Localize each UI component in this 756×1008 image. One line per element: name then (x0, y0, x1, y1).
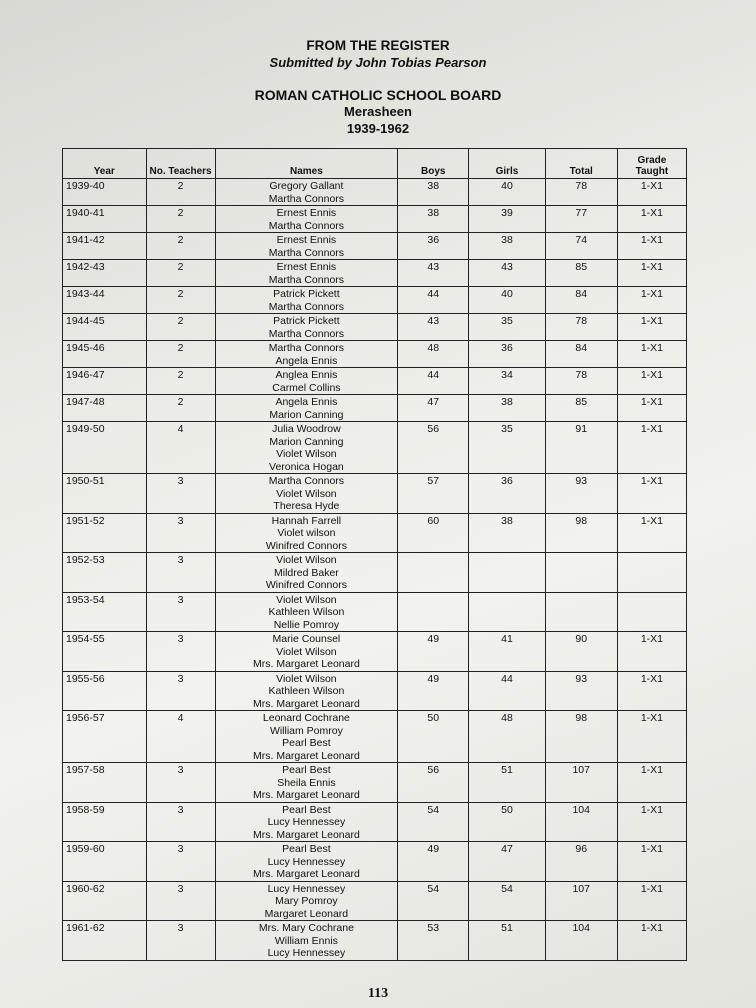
cell-boys: 44 (398, 287, 469, 314)
year-range: 1939-1962 (346, 121, 410, 136)
cell-grade: 1-X1 (617, 341, 686, 368)
cell-teachers: 3 (146, 671, 215, 711)
teacher-name: Ernest Ennis (276, 207, 337, 219)
cell-teachers: 3 (146, 632, 215, 672)
teacher-name: Mrs. Margaret Leonard (253, 789, 360, 801)
cell-year: 1949-50 (63, 422, 147, 474)
table-row (63, 474, 687, 514)
cell-total: 98 (545, 711, 617, 763)
cell-girls: 43 (469, 260, 545, 287)
cell-girls: 44 (469, 671, 545, 711)
cell-boys: 44 (398, 368, 469, 395)
teacher-name: Sheila Ennis (277, 776, 336, 789)
cell-names (215, 368, 398, 395)
cell-grade: 1-X1 (617, 179, 686, 206)
teacher-name: Patrick Pickett (273, 315, 340, 327)
table-header-row (63, 149, 687, 179)
cell-girls: 34 (469, 368, 545, 395)
teacher-name: Pearl Best (282, 737, 331, 749)
teacher-name: Mrs. Margaret Leonard (253, 658, 360, 670)
page-number: 113 (367, 986, 389, 1001)
cell-total: 104 (545, 921, 617, 961)
cell-teachers: 3 (146, 763, 215, 803)
teacher-name: Lucy Hennessey (267, 947, 346, 959)
teacher-name: Hannah Farrell (271, 514, 342, 527)
cell-teachers: 3 (146, 592, 215, 632)
table-row (63, 671, 687, 711)
cell-grade: 1-X1 (617, 513, 686, 553)
cell-year: 1953-54 (63, 592, 147, 632)
cell-total (545, 592, 617, 632)
cell-names (215, 395, 398, 422)
teacher-name: Winifred Connors (265, 539, 347, 552)
cell-grade: 1-X1 (617, 802, 686, 842)
table-row (63, 592, 687, 632)
board-title: ROMAN CATHOLIC SCHOOL BOARD (254, 87, 502, 103)
cell-year: 1960-62 (63, 881, 147, 921)
cell-names (215, 233, 398, 260)
cell-total: 78 (545, 179, 617, 206)
cell-teachers: 2 (146, 341, 215, 368)
cell-girls: 40 (469, 179, 545, 206)
cell-names (215, 763, 398, 803)
cell-total: 85 (545, 395, 617, 422)
teacher-name: Mary Pomroy (275, 895, 338, 907)
cell-year: 1945-46 (63, 341, 147, 368)
teacher-name: Marie Counsel (272, 633, 341, 645)
cell-girls: 47 (469, 842, 545, 882)
cell-total: 93 (545, 671, 617, 711)
cell-teachers: 4 (146, 422, 215, 474)
teacher-name: William Ennis (274, 934, 338, 947)
cell-grade: 1-X1 (617, 881, 686, 921)
teacher-name: Lucy Hennessey (267, 816, 346, 828)
cell-year: 1940-41 (63, 206, 147, 233)
table-row (63, 368, 687, 395)
table-row (63, 287, 687, 314)
cell-year: 1955-56 (63, 671, 147, 711)
cell-boys: 38 (398, 179, 469, 206)
cell-teachers: 3 (146, 842, 215, 882)
teacher-name: Kathleen Wilson (268, 606, 345, 618)
cell-total: 85 (545, 260, 617, 287)
teacher-name: Pearl Best (282, 803, 331, 816)
cell-boys: 36 (398, 233, 469, 260)
cell-boys (398, 592, 469, 632)
cell-teachers: 4 (146, 711, 215, 763)
cell-names (215, 206, 398, 233)
teacher-name: Leonard Cochrane (262, 712, 350, 724)
table-row (63, 513, 687, 553)
table-body (63, 179, 687, 961)
cell-teachers: 2 (146, 179, 215, 206)
teacher-name: Violet Wilson (276, 645, 337, 658)
header-total: Total (545, 149, 617, 179)
cell-names (215, 881, 398, 921)
teacher-name: Julia Woodrow (272, 423, 341, 435)
cell-grade: 1-X1 (617, 671, 686, 711)
cell-boys: 56 (398, 422, 469, 474)
cell-boys: 43 (398, 314, 469, 341)
cell-grade: 1-X1 (617, 314, 686, 341)
cell-names (215, 671, 398, 711)
teacher-name: Martha Connors (268, 342, 345, 354)
cell-girls: 35 (469, 314, 545, 341)
teacher-name: Violet Wilson (276, 672, 337, 685)
cell-teachers: 3 (146, 474, 215, 514)
cell-boys: 43 (398, 260, 469, 287)
cell-boys: 49 (398, 671, 469, 711)
cell-year: 1958-59 (63, 802, 147, 842)
cell-teachers: 2 (146, 314, 215, 341)
teacher-name: Marion Canning (269, 435, 344, 448)
teacher-name: Pearl Best (282, 843, 331, 855)
teacher-name: Angela Ennis (275, 354, 338, 367)
cell-names (215, 592, 398, 632)
cell-total: 84 (545, 287, 617, 314)
cell-teachers: 2 (146, 287, 215, 314)
cell-teachers: 2 (146, 395, 215, 422)
cell-year: 1959-60 (63, 842, 147, 882)
teacher-name: Violet Wilson (276, 487, 337, 500)
cell-boys: 56 (398, 763, 469, 803)
cell-boys: 53 (398, 921, 469, 961)
cell-boys: 49 (398, 632, 469, 672)
cell-year: 1957-58 (63, 763, 147, 803)
cell-girls: 54 (469, 881, 545, 921)
cell-teachers: 2 (146, 260, 215, 287)
teacher-name: Violet wilson (277, 527, 336, 539)
cell-girls: 41 (469, 632, 545, 672)
header-girls: Girls (469, 149, 545, 179)
cell-boys: 49 (398, 842, 469, 882)
cell-total: 91 (545, 422, 617, 474)
table-row (63, 921, 687, 961)
cell-teachers: 2 (146, 368, 215, 395)
cell-total: 93 (545, 474, 617, 514)
teacher-name: Theresa Hyde (273, 500, 340, 512)
teacher-name: Nellie Pomroy (273, 618, 340, 631)
table-row (63, 179, 687, 206)
cell-grade: 1-X1 (617, 422, 686, 474)
teacher-name: Mrs. Margaret Leonard (253, 868, 360, 880)
cell-names (215, 474, 398, 514)
cell-grade: 1-X1 (617, 395, 686, 422)
cell-total: 104 (545, 802, 617, 842)
cell-grade: 1-X1 (617, 632, 686, 672)
cell-year: 1950-51 (63, 474, 147, 514)
table-row (63, 422, 687, 474)
cell-girls: 50 (469, 802, 545, 842)
cell-girls: 36 (469, 341, 545, 368)
teacher-name: Martha Connors (268, 192, 345, 205)
table-row (63, 802, 687, 842)
table-row (63, 260, 687, 287)
table-row (63, 206, 687, 233)
cell-girls (469, 592, 545, 632)
cell-teachers: 2 (146, 233, 215, 260)
cell-year: 1951-52 (63, 513, 147, 553)
teacher-name: Lucy Hennessey (267, 855, 346, 868)
table-row (63, 233, 687, 260)
cell-total: 96 (545, 842, 617, 882)
cell-girls: 39 (469, 206, 545, 233)
cell-total: 77 (545, 206, 617, 233)
cell-total: 74 (545, 233, 617, 260)
cell-total (545, 553, 617, 593)
cell-boys: 50 (398, 711, 469, 763)
cell-grade: 1-X1 (617, 368, 686, 395)
cell-grade: 1-X1 (617, 921, 686, 961)
header-year: Year (63, 149, 147, 179)
cell-year: 1947-48 (63, 395, 147, 422)
page-title: FROM THE REGISTER (306, 38, 450, 53)
cell-teachers: 3 (146, 513, 215, 553)
teacher-name: Winifred Connors (265, 579, 347, 591)
cell-girls: 48 (469, 711, 545, 763)
cell-girls: 35 (469, 422, 545, 474)
cell-names (215, 802, 398, 842)
cell-grade: 1-X1 (617, 763, 686, 803)
cell-girls: 40 (469, 287, 545, 314)
cell-teachers: 3 (146, 921, 215, 961)
table-row (63, 314, 687, 341)
cell-boys (398, 553, 469, 593)
cell-boys: 57 (398, 474, 469, 514)
cell-names (215, 341, 398, 368)
teacher-name: Ernest Ennis (276, 261, 337, 273)
cell-year: 1941-42 (63, 233, 147, 260)
table-row (63, 763, 687, 803)
cell-names (215, 422, 398, 474)
cell-names (215, 553, 398, 593)
cell-grade: 1-X1 (617, 206, 686, 233)
cell-total: 98 (545, 513, 617, 553)
header-teachers: No. Teachers (146, 149, 215, 179)
teacher-name: Gregory Gallant (269, 180, 344, 192)
cell-grade: 1-X1 (617, 260, 686, 287)
cell-year: 1961-62 (63, 921, 147, 961)
teacher-name: Mrs. Margaret Leonard (253, 749, 360, 762)
teacher-name: Martha Connors (268, 219, 345, 232)
place-name: Merasheen (344, 104, 412, 119)
cell-names (215, 632, 398, 672)
cell-names (215, 260, 398, 287)
cell-girls (469, 553, 545, 593)
byline: Submitted by John Tobias Pearson (269, 55, 487, 70)
cell-girls: 38 (469, 395, 545, 422)
cell-boys: 47 (398, 395, 469, 422)
register-table (62, 148, 687, 961)
cell-total: 107 (545, 881, 617, 921)
cell-grade (617, 592, 686, 632)
table-row (63, 881, 687, 921)
teacher-name: Pearl Best (282, 764, 331, 776)
cell-total: 84 (545, 341, 617, 368)
teacher-name: William Pomroy (269, 724, 343, 737)
teacher-name: Violet Wilson (276, 448, 337, 460)
cell-names (215, 513, 398, 553)
cell-girls: 36 (469, 474, 545, 514)
table-row (63, 395, 687, 422)
teacher-name: Mrs. Margaret Leonard (253, 697, 360, 710)
cell-total: 107 (545, 763, 617, 803)
cell-names (215, 711, 398, 763)
table-row (63, 632, 687, 672)
teacher-name: Martha Connors (268, 327, 345, 340)
teacher-name: Mildred Baker (274, 566, 339, 579)
cell-teachers: 3 (146, 553, 215, 593)
table-row (63, 341, 687, 368)
cell-names (215, 921, 398, 961)
cell-year: 1954-55 (63, 632, 147, 672)
teacher-name: Martha Connors (268, 300, 345, 313)
teacher-name: Mrs. Mary Cochrane (258, 922, 354, 934)
cell-grade: 1-X1 (617, 474, 686, 514)
cell-grade: 1-X1 (617, 287, 686, 314)
cell-teachers: 3 (146, 881, 215, 921)
cell-teachers: 3 (146, 802, 215, 842)
cell-total: 78 (545, 368, 617, 395)
cell-girls: 51 (469, 921, 545, 961)
cell-girls: 38 (469, 233, 545, 260)
table-row (63, 842, 687, 882)
teacher-name: Angela Ennis (275, 396, 338, 408)
cell-year: 1943-44 (63, 287, 147, 314)
teacher-name: Martha Connors (268, 246, 345, 259)
cell-grade (617, 553, 686, 593)
cell-total: 78 (545, 314, 617, 341)
cell-names (215, 179, 398, 206)
cell-grade: 1-X1 (617, 233, 686, 260)
table-row (63, 553, 687, 593)
teacher-name: Martha Connors (268, 475, 345, 487)
teacher-name: Ernest Ennis (276, 234, 337, 246)
teacher-name: Violet Wilson (276, 593, 337, 606)
cell-teachers: 2 (146, 206, 215, 233)
teacher-name: Kathleen Wilson (268, 685, 345, 697)
cell-names (215, 842, 398, 882)
table-row (63, 711, 687, 763)
cell-total: 90 (545, 632, 617, 672)
cell-boys: 54 (398, 802, 469, 842)
teacher-name: Margaret Leonard (264, 907, 349, 920)
cell-year: 1952-53 (63, 553, 147, 593)
cell-boys: 48 (398, 341, 469, 368)
teacher-name: Carmel Collins (272, 381, 341, 394)
cell-boys: 38 (398, 206, 469, 233)
cell-grade: 1-X1 (617, 711, 686, 763)
cell-names (215, 314, 398, 341)
cell-names (215, 287, 398, 314)
teacher-name: Marion Canning (269, 408, 344, 421)
cell-year: 1956-57 (63, 711, 147, 763)
header-boys: Boys (398, 149, 469, 179)
teacher-name: Martha Connors (268, 273, 345, 286)
header-grade: Grade Taught (617, 149, 686, 179)
cell-grade: 1-X1 (617, 842, 686, 882)
teacher-name: Patrick Pickett (273, 288, 340, 300)
cell-year: 1942-43 (63, 260, 147, 287)
cell-girls: 38 (469, 513, 545, 553)
teacher-name: Violet Wilson (276, 554, 337, 566)
cell-boys: 54 (398, 881, 469, 921)
cell-year: 1939-40 (63, 179, 147, 206)
teacher-name: Mrs. Margaret Leonard (253, 828, 360, 841)
header-names: Names (215, 149, 398, 179)
cell-girls: 51 (469, 763, 545, 803)
teacher-name: Anglea Ennis (275, 369, 338, 381)
cell-year: 1944-45 (63, 314, 147, 341)
cell-year: 1946-47 (63, 368, 147, 395)
cell-boys: 60 (398, 513, 469, 553)
teacher-name: Veronica Hogan (269, 460, 344, 473)
teacher-name: Lucy Hennessey (267, 882, 346, 895)
